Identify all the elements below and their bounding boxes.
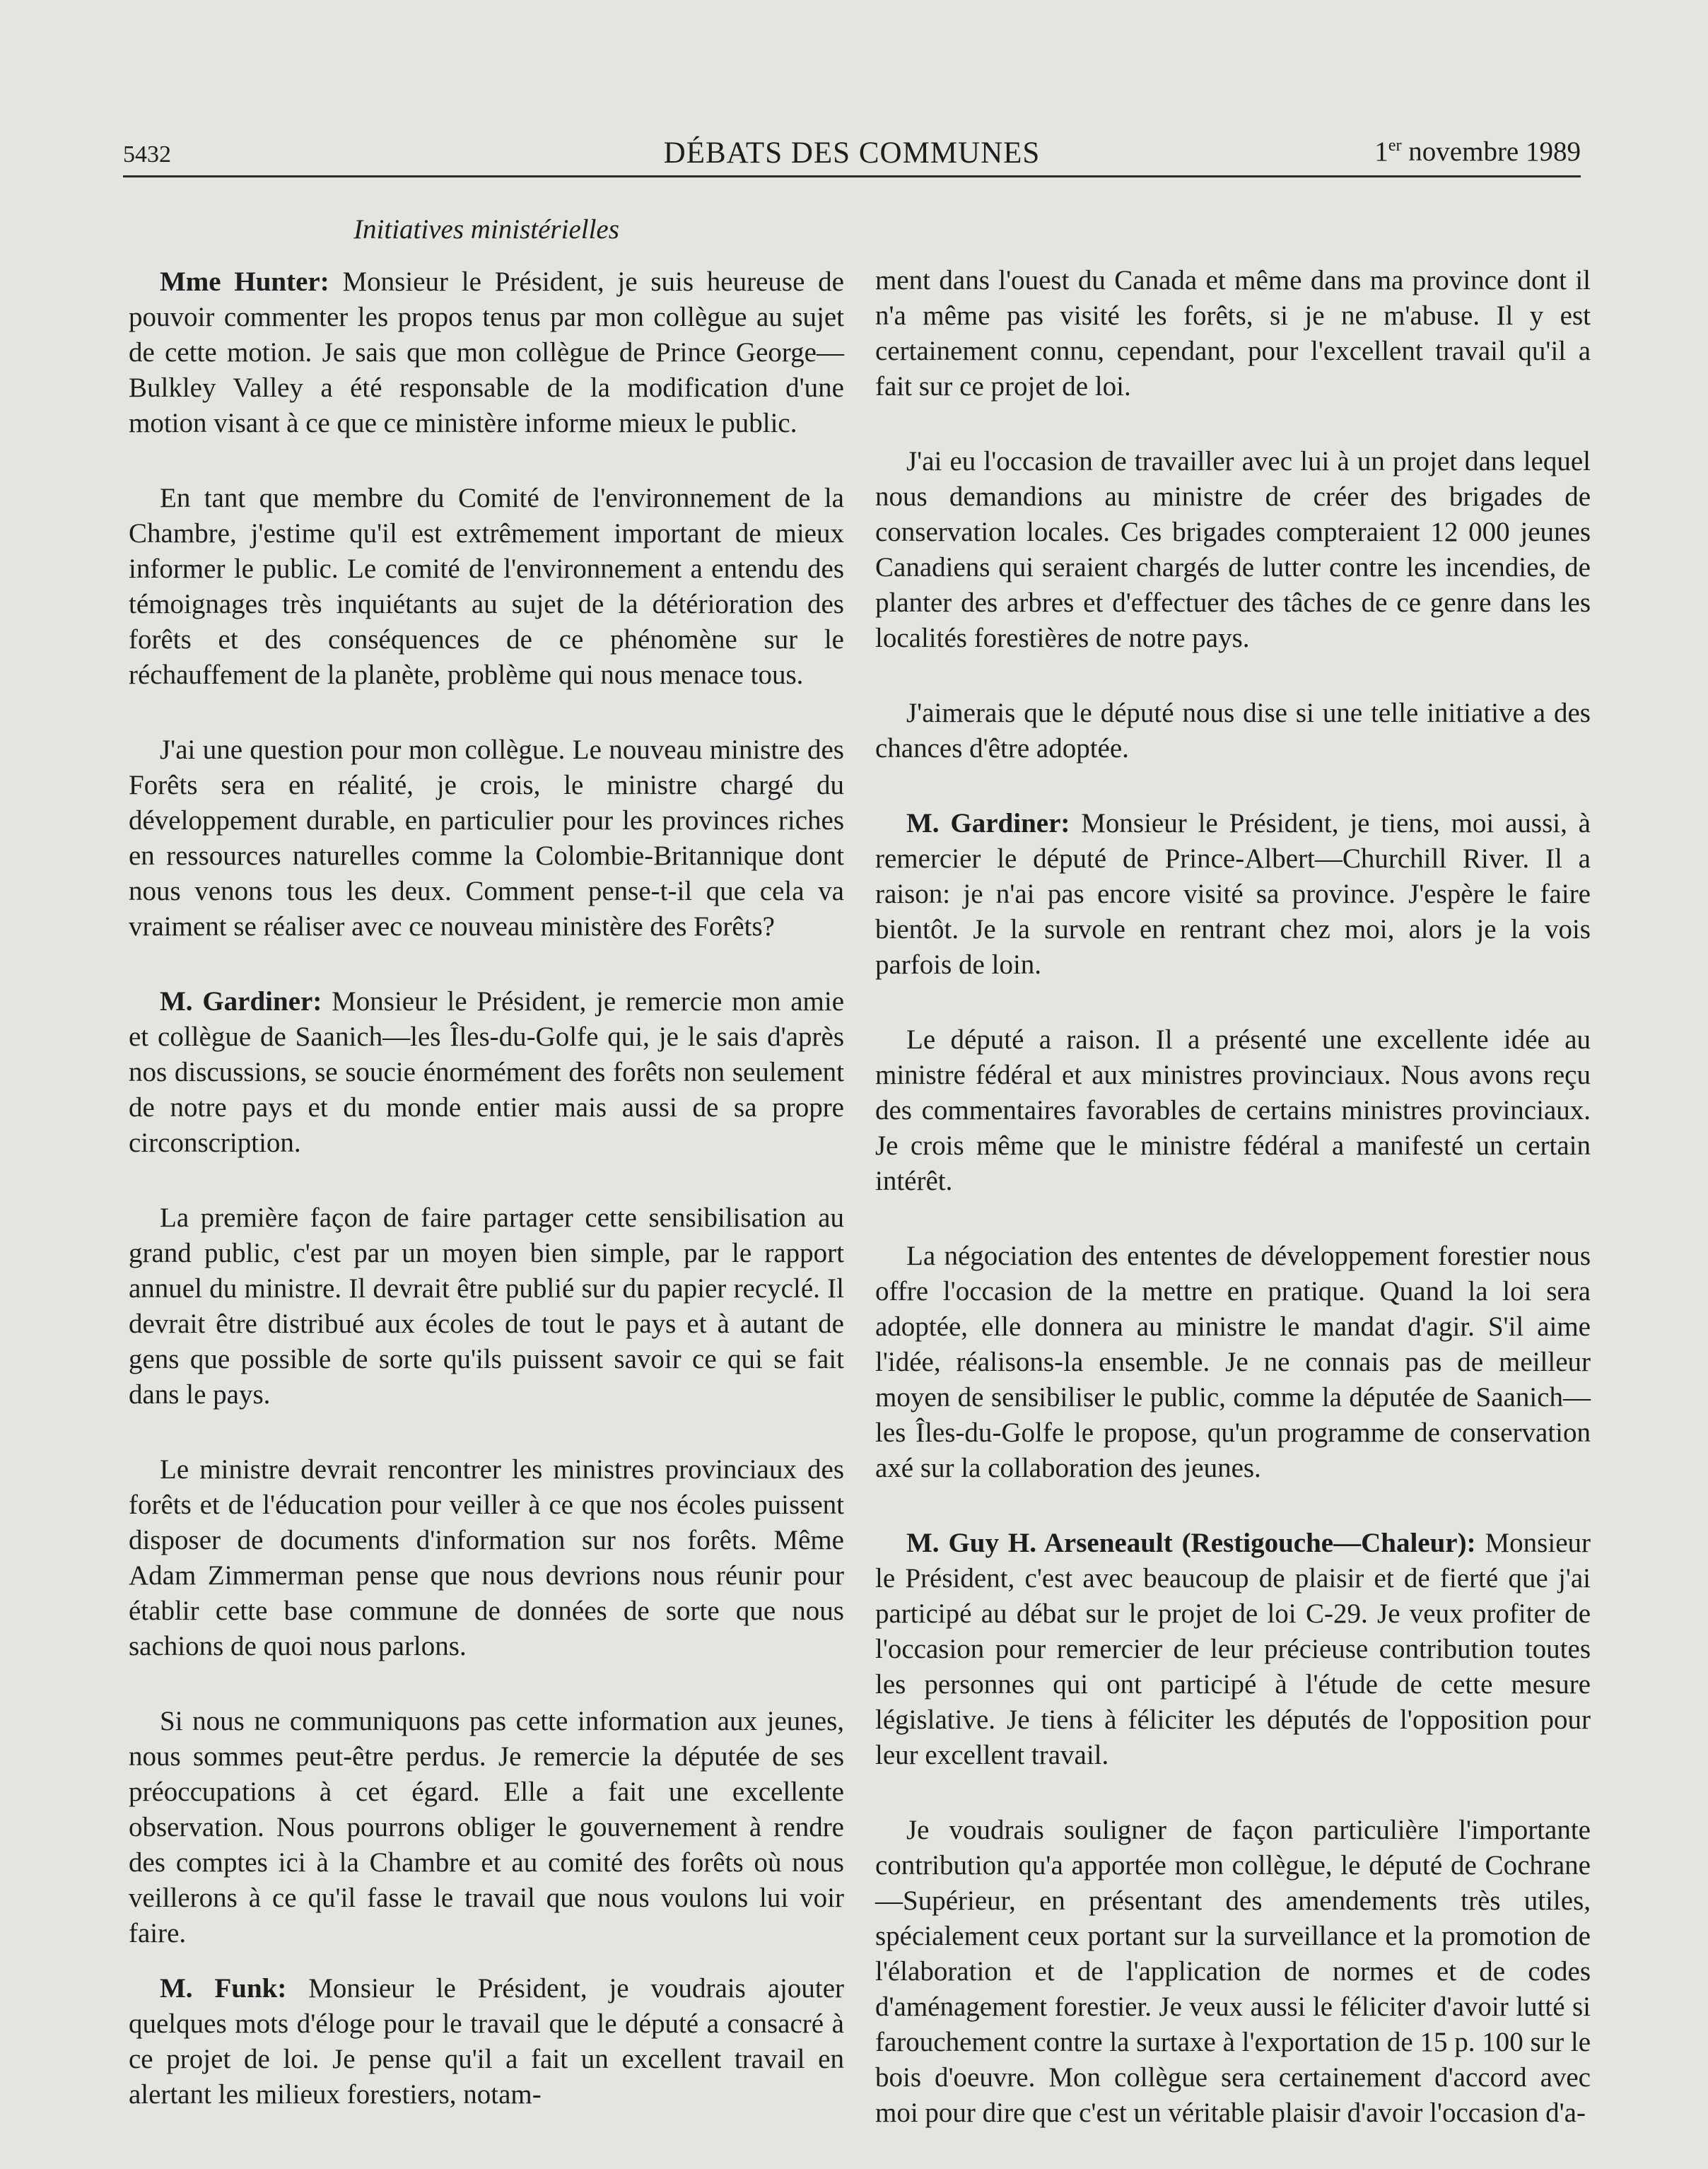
speaker-name: M. Gardiner: — [906, 808, 1070, 838]
paragraph: Je voudrais souligner de façon particulière l'importante contribution qu'a apportée mon collègue, le député de Cochrane—Supérieur, en présentant des amendements très utiles, spécialement ceux portant sur la surveillance et la promotion de l'élaboration et de l'application de normes et de codes d'aménagement forestier. Je veux aussi le féliciter d'avoir lutté si farouchement contre la surtaxe à l'exportation de 15 p. 100 sur le bois d'oeuvre. Mon collègue sera certainement d'accord avec moi pour dire que c'est un véritable plaisir d'avoir l'occasion d'a- — [875, 1815, 1591, 2128]
paragraph-text: Monsieur le Président, je voudrais ajouter quelques mots d'éloge pour le travail que le député a consacré à ce projet de loi. Je pense qu'il a fait un excellent travail en alertant les milieux forestiers, notam- — [129, 1973, 844, 2110]
paragraph — [875, 1526, 1591, 1773]
paragraph-text: Monsieur le Président, je suis heureuse de pouvoir commenter les propos tenus par mon collègue au sujet de cette motion. Je sais que mon collègue de Prince George—Bulkley Valley a été responsable de la modification d'une motion visant à ce que ce ministère informe mieux le public. — [129, 267, 844, 438]
date-day: 1 — [1374, 136, 1388, 167]
paragraph: J'ai une question pour mon collègue. Le nouveau ministre des Forêts sera en réalité, je crois, le ministre chargé du développement durable, en particulier pour les provinces riches en ressources naturelles comme la Colombie-Britannique dont nous venons tous les deux. Comment pense-t-il que cela va vraiment se réaliser avec ce nouveau ministère des Forêts? — [129, 735, 844, 942]
paragraph-text: Monsieur le Président, je remercie mon amie et collègue de Saanich—les Îles-du-Golfe qui, je le sais d'après nos discussions, se soucie énormément des forêts non seulement de notre pays et du monde entier mais aussi de sa propre circonscription. — [129, 986, 845, 1158]
speaker-name: M. Gardiner: — [160, 986, 322, 1017]
speaker-name: M. Guy H. Arseneault (Restigouche—Chaleur): — [906, 1528, 1476, 1558]
speaker-name: Mme Hunter: — [160, 267, 329, 297]
paragraph: Le député a raison. Il a présenté une excellente idée au ministre fédéral et aux ministres provinciaux. Nous avons reçu des commentaires favorables de certains ministres provinciaux. Je crois même que le ministre fédéral a manifesté un certain intérêt. — [875, 1024, 1591, 1196]
date-month-year: novembre 1989 — [1401, 136, 1581, 167]
paragraph-text: Monsieur le Président, c'est avec beaucoup de plaisir et de fierté que j'ai participé au débat sur le projet de loi C-29. Je veux profiter de l'occasion pour remercier de leur précieuse contribution toutes les personnes qui ont participé à l'étude de cette mesure législative. Je tiens à féliciter les députés de l'opposition pour leur excellent travail. — [875, 1528, 1591, 1770]
paragraph-text: Monsieur le Président, je tiens, moi aussi, à remercier le député de Prince-Albert—Churchill River. Il a raison: je n'ai pas encore visité sa province. J'espère le faire bientôt. Je la survole en rentrant chez moi, alors je la vois parfois de loin. — [875, 808, 1591, 980]
speaker-name: M. Funk: — [160, 1973, 287, 2004]
section-title: Initiatives ministérielles — [353, 214, 619, 245]
issue-date — [1374, 136, 1581, 168]
paragraph: J'ai eu l'occasion de travailler avec lui à un projet dans lequel nous demandions au ministre de créer des brigades de conservation locales. Ces brigades compteraient 12 000 jeunes Canadiens qui seraient chargés de lutter contre les incendies, de planter des arbres et d'effectuer des tâches de ce genre dans les localités forestières de notre pays. — [875, 446, 1591, 653]
paragraph: J'aimerais que le député nous dise si une telle initiative a des chances d'être adoptée. — [875, 698, 1591, 764]
paragraph — [129, 1971, 844, 2112]
paragraph: Le ministre devrait rencontrer les ministres provinciaux des forêts et de l'éducation pour veiller à ce que nos écoles puissent disposer de documents d'information sur nos forêts. Même Adam Zimmerman pense que nous devrions nous réunir pour établir cette base commune de données de sorte que nous sachions de quoi nous parlons. — [129, 1454, 844, 1661]
left-column — [129, 212, 845, 2110]
paragraph: Si nous ne communiquons pas cette information aux jeunes, nous sommes peut-être perdus. Je remercie la députée de ses préoccupations à cet égard. Elle a fait une excellente observation. Nous pourrons obliger le gouvernement à rendre des comptes ici à la Chambre et au comité des forêts où nous veillerons à ce qu'il fasse le travail que nous voulons lui voir faire. — [129, 1706, 844, 1948]
paragraph — [129, 984, 844, 1161]
journal-title: DÉBATS DES COMMUNES — [663, 136, 1041, 170]
page-number: 5432 — [123, 141, 171, 168]
paragraph: La première façon de faire partager cette sensibilisation au grand public, c'est par un moyen bien simple, par le rapport annuel du ministre. Il devrait être publié sur du papier recyclé. Il devrait être distribué aux écoles de tout le pays et à autant de gens que possible de sorte qu'ils puissent savoir ce qui se fait dans le pays. — [129, 1203, 844, 1410]
paragraph: En tant que membre du Comité de l'environnement de la Chambre, j'estime qu'il est extrêmement important de mieux informer le public. Le comité de l'environnement a entendu des témoignages très inquiétants au sujet de la détérioration des forêts et des conséquences de ce phénomène sur le réchauffement de la planète, problème qui nous menace tous. — [129, 483, 844, 690]
date-superscript: er — [1388, 136, 1402, 155]
paragraph: ment dans l'ouest du Canada et même dans ma province dont il n'a même pas visité les forêts, si je ne m'abuse. Il y est certainement connu, cependant, pour l'excellent travail qu'il a fait sur ce projet de loi. — [875, 265, 1591, 402]
running-header — [123, 136, 1581, 177]
paragraph — [875, 806, 1591, 983]
paragraph: La négociation des ententes de développement forestier nous offre l'occasion de la mettre en pratique. Quand la loi sera adoptée, elle donnera au ministre le mandat d'agir. S'il aime l'idée, réalisons-la ensemble. Je ne connais pas de meilleur moyen de sensibiliser le public, comme la députée de Saanich—les Îles-du-Golfe le propose, qu'un programme de conservation axé sur la collaboration des jeunes. — [875, 1241, 1591, 1483]
paragraph — [129, 264, 844, 441]
right-column — [875, 263, 1591, 2128]
